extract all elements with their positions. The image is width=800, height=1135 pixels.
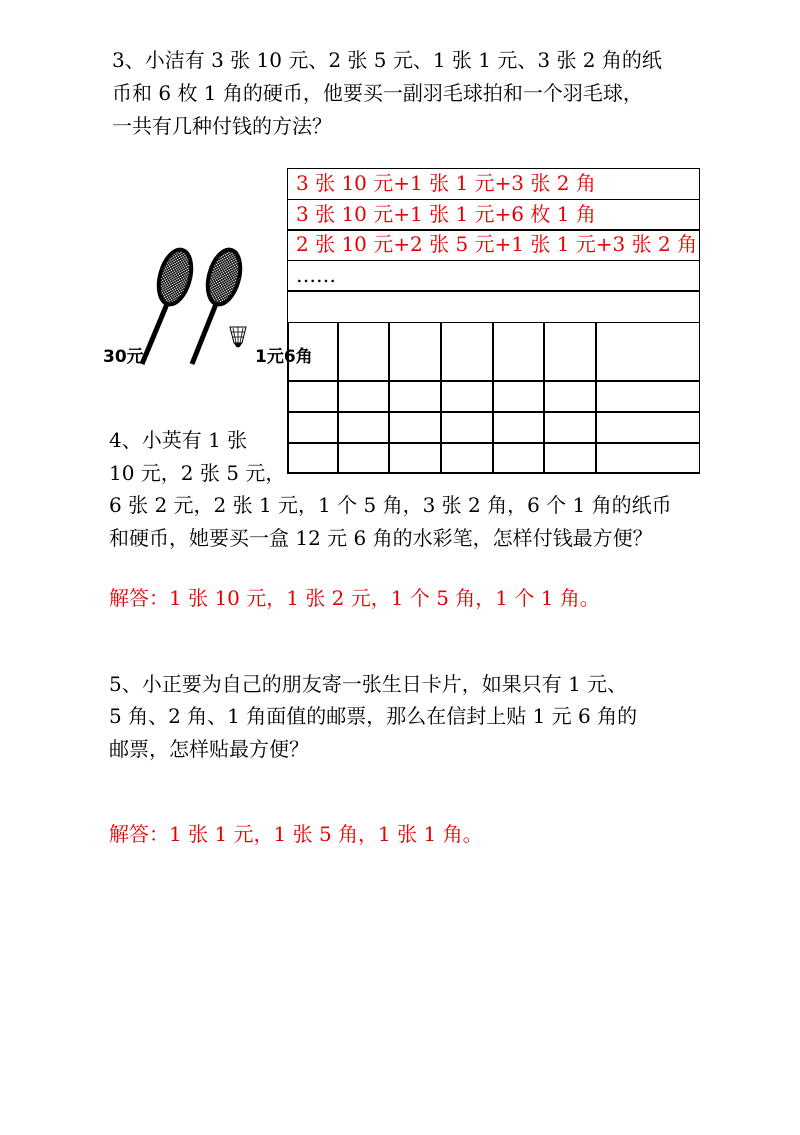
q3-line-2: 币和 6 枚 1 角的硬币，他要买一副羽毛球拍和一个羽毛球， bbox=[112, 81, 643, 105]
shuttlecock-icon bbox=[230, 327, 246, 348]
q3-line-3: 一共有几种付钱的方法？ bbox=[112, 114, 332, 138]
q5-answer: 解答：1 张 1 元，1 张 5 角，1 张 1 角。 bbox=[109, 822, 483, 846]
q5-line-2: 5 角、2 角、1 角面值的邮票，那么在信封上贴 1 元 6 角的 bbox=[109, 704, 638, 728]
q3-line-1: 3、小洁有 3 张 10 元、2 张 5 元、1 张 1 元、3 张 2 角的纸 bbox=[112, 48, 662, 72]
grid-line bbox=[287, 411, 700, 413]
q4-line-2: 10 元，2 张 5 元， bbox=[109, 461, 286, 485]
q4-line-1: 4、小英有 1 张 bbox=[109, 428, 248, 452]
table-row bbox=[287, 168, 700, 200]
table-row bbox=[287, 229, 700, 261]
table-row bbox=[287, 290, 700, 323]
q5-line-1: 5、小正要为自己的朋友寄一张生日卡片，如果只有 1 元、 bbox=[109, 672, 628, 696]
grid-line bbox=[337, 322, 339, 474]
grid-line bbox=[492, 322, 494, 474]
grid-line bbox=[287, 380, 700, 382]
answer-option-2: 3 张 10 元+1 张 1 元+6 枚 1 角 bbox=[296, 201, 596, 226]
grid-line bbox=[440, 322, 442, 474]
table-row bbox=[287, 199, 700, 231]
shuttle-price-label: 1元6角 bbox=[255, 347, 313, 367]
grid-line bbox=[287, 472, 700, 474]
answer-option-1: 3 张 10 元+1 张 1 元+3 张 2 角 bbox=[296, 171, 596, 195]
q4-line-4: 和硬币，她要买一盒 12 元 6 角的水彩笔，怎样付钱最方便？ bbox=[109, 526, 653, 550]
grid-line bbox=[287, 442, 700, 444]
racket-price-label: 30元 bbox=[103, 347, 144, 367]
grid-line bbox=[543, 322, 545, 474]
grid-line bbox=[699, 322, 701, 474]
grid-line bbox=[595, 322, 597, 474]
q4-answer: 解答：1 张 10 元，1 张 2 元，1 个 5 角，1 个 1 角。 bbox=[109, 586, 600, 610]
table-row bbox=[287, 260, 700, 292]
answer-option-3: 2 张 10 元+2 张 5 元+1 张 1 元+3 张 2 角 bbox=[296, 232, 698, 256]
answer-ellipsis: …… bbox=[296, 262, 336, 287]
q5-line-3: 邮票，怎样贴最方便？ bbox=[109, 737, 309, 761]
grid-line bbox=[388, 322, 390, 474]
q4-line-3: 6 张 2 元，2 张 1 元，1 个 5 角，3 张 2 角，6 个 1 角的纸币 bbox=[109, 493, 672, 517]
